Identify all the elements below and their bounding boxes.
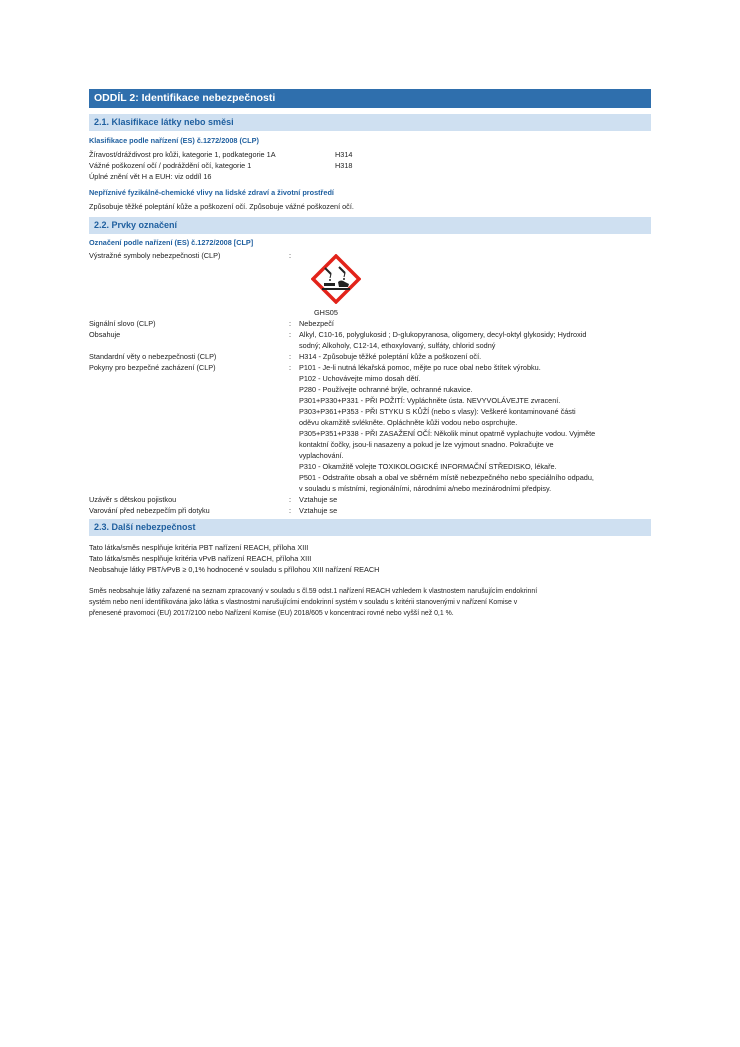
colon: : [289,330,292,339]
child-closure-label: Uzávěr s dětskou pojistkou [89,495,177,504]
pictogram-code: GHS05 [314,308,338,317]
child-closure-row [89,494,651,505]
tactile-warning-label: Varování před nebezpečím při dotyku [89,506,210,515]
contains-value [299,329,651,351]
precautionary-statements-row [89,362,651,494]
colon: : [289,506,292,515]
classification-label: Vážné poškození očí / podráždění očí, kategorie 1 [89,161,252,170]
corrosion-icon [311,254,361,304]
classification-row [89,160,651,171]
pbt-vpvb-line: Neobsahuje látky PBT/vPvB ≥ 0,1% hodnocené v souladu s přílohou XIII nařízení REACH [89,565,380,574]
endocrine-paragraph-line: Směs neobsahuje látky zařazené na seznam zpracovaný v souladu s čl.59 odst.1 nařízení REACH vzhledem k vlastnostem narušujícím endokrinní [89,588,538,595]
subsection-2-1-title: 2.1. Klasifikace látky nebo směsi [89,114,651,131]
precaution-line: vyplachování. [299,451,344,460]
child-closure-value: Vztahuje se [299,495,338,504]
hazard-statements-label: Standardní věty o nebezpečnosti (CLP) [89,352,217,361]
pictogram-cell [299,250,651,318]
precaution-line: P303+P361+P353 - PŘI STYKU S KŮŽÍ (nebo s vlasy): Veškeré kontaminované části [299,407,576,416]
precaution-line: P102 - Uchovávejte mimo dosah dětí. [299,374,421,383]
document-page [89,89,651,619]
section-title: ODDÍL 2: Identifikace nebezpečnosti [89,89,651,108]
pictogram-label: Výstražné symboly nebezpečnosti (CLP) [89,251,221,260]
precaution-line: P305+P351+P338 - PŘI ZASAŽENÍ OČÍ: Několik minut opatrně vyplachujte vodou. Vyjměte [299,429,596,438]
colon: : [289,495,292,504]
vpvb-line: Tato látka/směs nesplňuje kritéria vPvB nařízení REACH, příloha XIII [89,554,312,563]
adverse-effects-heading: Nepříznivé fyzikálně-chemické vlivy na lidské zdraví a životní prostředí [89,188,334,197]
precautionary-statements-value [299,362,651,494]
precaution-line: P101 - Je-li nutná lékařská pomoc, mějte po ruce obal nebo štítek výrobku. [299,363,541,372]
precaution-line: P310 - Okamžitě volejte TOXIKOLOGICKÉ INFORMAČNÍ STŘEDISKO, lékaře. [299,462,557,471]
precaution-line: v souladu s místními, regionálními, národními a/nebo mezinárodními předpisy. [299,484,552,493]
classification-code: H318 [335,161,353,170]
pbt-line: Tato látka/směs nesplňuje kritéria PBT nařízení REACH, příloha XIII [89,543,309,552]
endocrine-paragraph-line: přenesené pravomoci (EU) 2017/2100 nebo Nařízení Komise (EU) 2018/605 v koncentraci rovné nebo vyšší než 0,1 %. [89,610,454,617]
clp-classification-heading: Klasifikace podle nařízení (ES) č.1272/2008 (CLP) [89,136,259,145]
endocrine-paragraph-line: systém nebo není identifikována jako látka s vlastnostmi narušujícími endokrinní systém v souladu s kritérii stanovenými v nařízení Komise v [89,599,518,606]
full-text-note: Úplné znění vět H a EUH: viz oddíl 16 [89,172,212,181]
precaution-line: oděvu okamžitě svlékněte. Opláchněte kůži vodou nebo osprchujte. [299,418,518,427]
hazard-statements-value: H314 - Způsobuje těžké poleptání kůže a poškození očí. [299,352,482,361]
colon: : [289,319,292,328]
classification-label: Žíravost/dráždivost pro kůži, kategorie 1, podkategorie 1A [89,150,276,159]
contains-label: Obsahuje [89,330,121,339]
contains-row [89,329,651,351]
subsection-2-3-title: 2.3. Další nebezpečnost [89,519,651,536]
precautionary-statements-label: Pokyny pro bezpečné zacházení (CLP) [89,363,216,372]
classification-row [89,149,651,160]
pictogram-row [89,250,651,318]
precaution-line: P280 - Používejte ochranné brýle, ochranné rukavice. [299,385,473,394]
hazard-statements-row [89,351,651,362]
signal-word-row [89,318,651,329]
classification-code: H314 [335,150,353,159]
signal-word-value: Nebezpečí [299,319,334,328]
colon: : [289,363,292,372]
contains-line: sodný; Alkoholy, C12-14, ethoxylovaný, sulfáty, chlorid sodný [299,341,496,350]
colon: : [289,251,292,260]
colon: : [289,352,292,361]
precaution-line: kontaktní čočky, jsou-li nasazeny a pokud je lze vyjmout snadno. Pokračujte ve [299,440,554,449]
subsection-2-2-title: 2.2. Prvky označení [89,217,651,234]
precaution-line: P301+P330+P331 - PŘI POŽITÍ: Vypláchněte ústa. NEVYVOLÁVEJTE zvracení. [299,396,561,405]
adverse-effects-text: Způsobuje těžké poleptání kůže a poškození očí. Způsobuje vážné poškození očí. [89,202,354,211]
contains-line: Alkyl, C10-16, polyglukosid ; D-glukopyranosa, oligomery, decyl-oktyl glykosidy; Hydroxid [299,330,587,339]
tactile-warning-row [89,505,651,516]
clp-labelling-heading: Označení podle nařízení (ES) č.1272/2008 [CLP] [89,238,254,247]
signal-word-label: Signální slovo (CLP) [89,319,156,328]
precaution-line: P501 - Odstraňte obsah a obal ve sběrném místě nebezpečného nebo speciálního odpadu, [299,473,594,482]
tactile-warning-value: Vztahuje se [299,506,338,515]
